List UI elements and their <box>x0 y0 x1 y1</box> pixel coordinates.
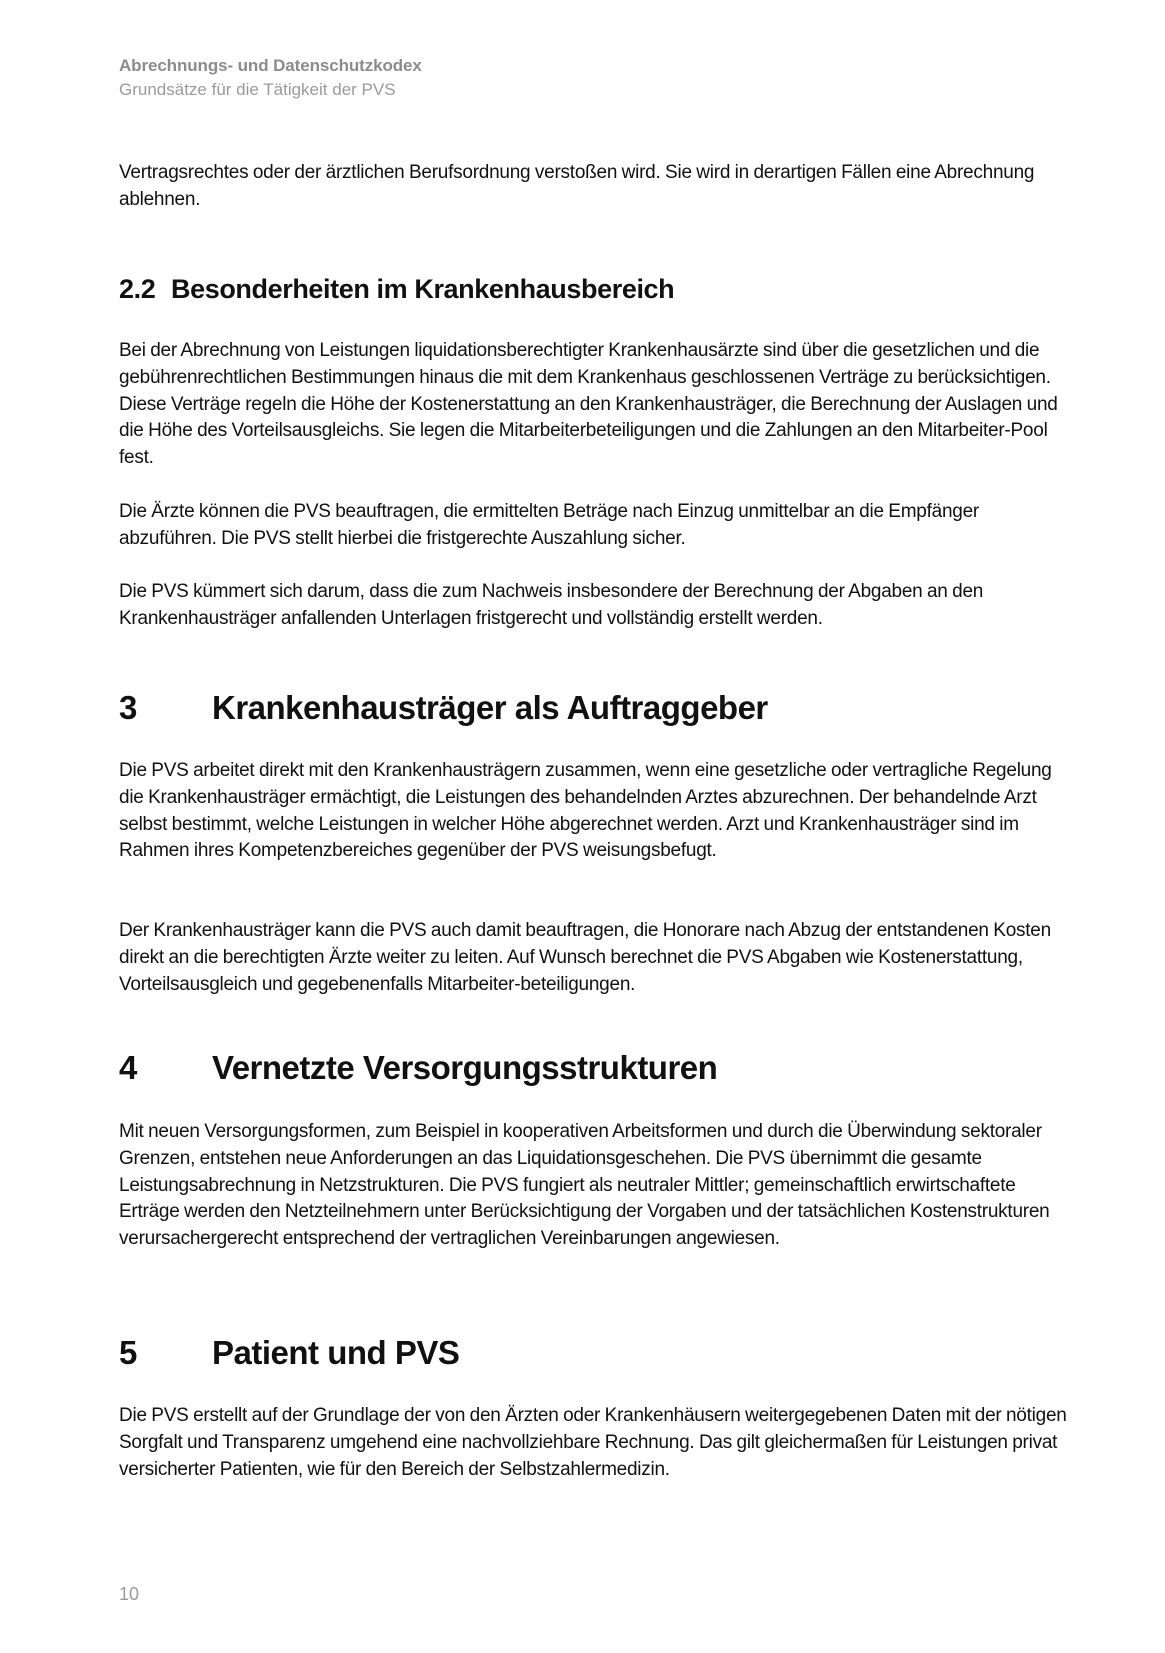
section-number: 3 <box>119 689 137 726</box>
section-5-paragraph-1: Die PVS erstellt auf der Grundlage der von den Ärzten oder Krankenhäusern weitergegebenen Daten mit der nötigen Sorgfalt und Transparenz umgehend eine nachvollziehbare Rechnung. Das gilt gleichermaßen für Leistungen privat versicherter Patienten, wie für den Bereich der Selbstzahlermedizin. <box>119 1405 1067 1480</box>
section-3-paragraph-1: Die PVS arbeitet direkt mit den Krankenhausträgern zusammen, wenn eine gesetzliche oder vertragliche Regelung die Krankenhausträger ermächtigt, die Leistungen des behandelnden Arztes abzurechnen. Der behandelnde Arzt selbst bestimmt, welche Leistungen in welcher Höhe abgerechnet werden. Arzt und Krankenhausträger sind im Rahmen ihres Kompetenzbereiches gegenüber der PVS weisungsbefugt. <box>119 760 1052 862</box>
section-title: Krankenhausträger als Auftraggeber <box>212 689 768 726</box>
section-2-2-paragraph-1: Bei der Abrechnung von Leistungen liquidationsberechtigter Krankenhausärzte sind über die gesetzlichen und die gebührenrechtlichen Bestimmungen hinaus die mit dem Krankenhaus geschlossenen Verträge zu berücksichtigen. Diese Verträge regeln die Höhe der Kostenerstattung an den Krankenhausträger, die Berechnung der Auslagen und die Höhe des Vorteilsausgleichs. Sie legen die Mitarbeiterbeteiligungen und die Zahlungen an den Mitarbeiter-Pool fest. <box>119 340 1058 469</box>
document-subtitle: Grundsätze für die Tätigkeit der PVS <box>119 80 396 99</box>
section-title: Vernetzte Versorgungsstrukturen <box>212 1049 718 1086</box>
section-number: 2.2 <box>119 274 156 304</box>
section-2-2-heading <box>119 272 674 306</box>
section-4-heading <box>119 1048 717 1088</box>
document-title: Abrechnungs- und Datenschutzkodex <box>119 56 422 75</box>
page-number: 10 <box>119 1584 140 1604</box>
section-3-heading <box>119 688 768 728</box>
section-title: Besonderheiten im Krankenhausbereich <box>171 274 675 304</box>
section-2-2-paragraph-2: Die Ärzte können die PVS beauftragen, die ermittelten Beträge nach Einzug unmittelbar an die Empfänger abzuführen. Die PVS stellt hierbei die fristgerechte Auszahlung sicher. <box>119 501 979 549</box>
section-number: 4 <box>119 1049 137 1086</box>
section-2-2-paragraph-3: Die PVS kümmert sich darum, dass die zum Nachweis insbesondere der Berechnung der Abgaben an den Krankenhausträger anfallenden Unterlagen fristgerecht und vollständig erstellt werden. <box>119 581 984 629</box>
section-5-heading <box>119 1333 459 1373</box>
section-title: Patient und PVS <box>212 1334 460 1371</box>
intro-paragraph: Vertragsrechtes oder der ärztlichen Berufsordnung verstoßen wird. Sie wird in derartigen Fällen eine Abrechnung ablehnen. <box>119 162 1035 210</box>
section-4-paragraph-1: Mit neuen Versorgungsformen, zum Beispiel in kooperativen Arbeitsformen und durch die Überwindung sektoraler Grenzen, entstehen neue Anforderungen an das Liquidationsgeschehen. Die PVS übernimmt die gesamte Leistungsabrechnung in Netzstrukturen. Die PVS fungiert als neutraler Mittler; gemeinschaftlich erwirtschaftete Erträge werden den Netzteilnehmern unter Berücksichtigung der Vorgaben und der tatsächlichen Kostenstrukturen verursachergerecht entsprechend der vertraglichen Vereinbarungen angewiesen. <box>119 1121 1050 1250</box>
section-number: 5 <box>119 1334 137 1371</box>
section-3-paragraph-2: Der Krankenhausträger kann die PVS auch damit beauftragen, die Honorare nach Abzug der entstandenen Kosten direkt an die berechtigten Ärzte weiter zu leiten. Auf Wunsch berechnet die PVS Abgaben wie Kostenerstattung, Vorteilsausgleich und gegebenenfalls Mitarbeiter-beteiligungen. <box>119 920 1051 995</box>
running-header <box>119 54 819 102</box>
